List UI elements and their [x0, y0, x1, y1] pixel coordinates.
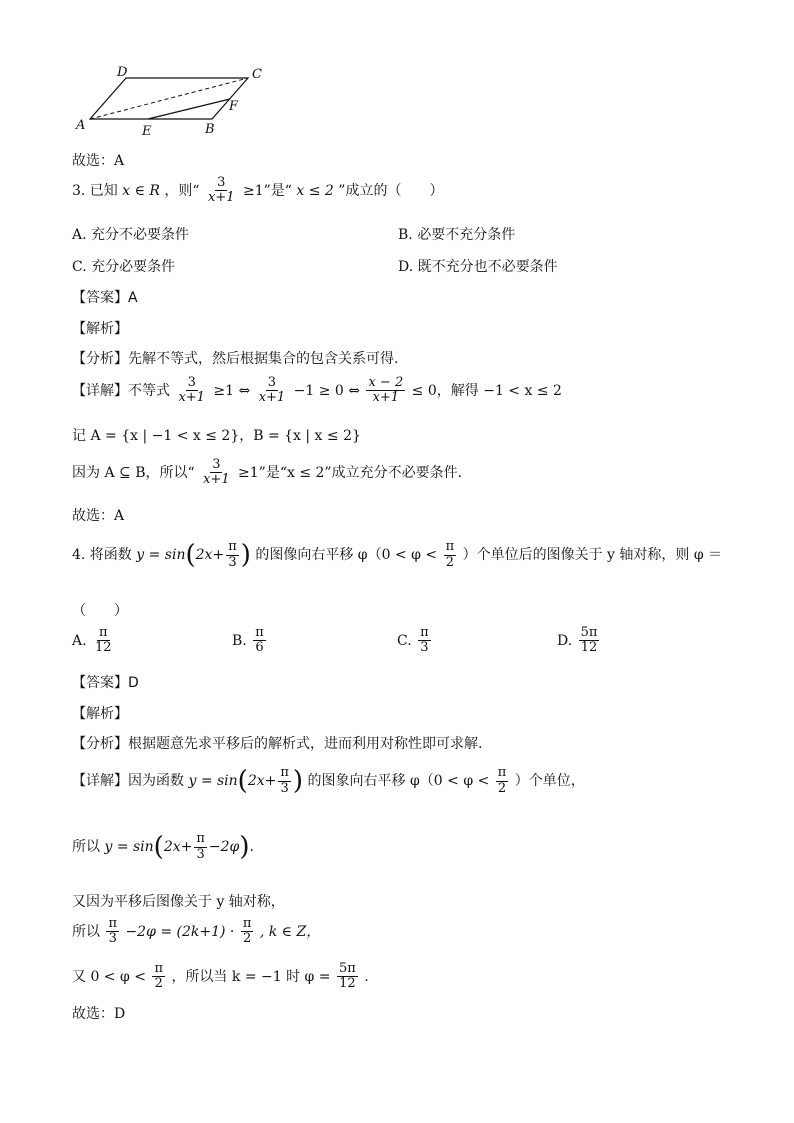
- q4-final-fraction-1: [152, 962, 165, 992]
- q4-so-end: .: [249, 839, 254, 855]
- fraction-numerator: π: [196, 831, 205, 847]
- q3-analysis-label: 【解析】: [72, 321, 128, 337]
- q3-because-suffix: ≥1”是“x ≤ 2”成立充分不必要条件.: [238, 464, 463, 481]
- fraction-numerator: 3: [212, 457, 221, 472]
- paren-left: (: [185, 540, 196, 570]
- q4-eq-suffix: , k ∈ Z，: [259, 923, 321, 940]
- fraction-denominator: 2: [242, 931, 252, 947]
- fraction-numerator: 3: [217, 175, 226, 190]
- q3-detail-part3: ≤ 0，解得 −1 < x ≤ 2: [411, 382, 562, 399]
- q4-option-b: [232, 626, 268, 656]
- fraction-denominator: 3: [108, 931, 117, 947]
- q4-detail-fraction: [496, 766, 509, 796]
- q4-stem-paren: （ ）: [72, 603, 128, 619]
- q3-detail-label: 【详解】不等式: [72, 382, 170, 399]
- q3-stem-then: ，则“: [164, 182, 200, 199]
- q3-fenxi: 【分析】先解不等式，然后根据集合的包含关系可得.: [72, 351, 399, 367]
- fraction-denominator: 3: [420, 640, 429, 656]
- fraction-numerator: π: [228, 539, 237, 555]
- fraction-numerator: 3: [187, 375, 196, 390]
- fraction-denominator: x+1: [203, 472, 230, 488]
- fraction-numerator: π: [497, 765, 507, 781]
- q3-because-fraction: [201, 458, 232, 488]
- option-fraction: [418, 626, 431, 656]
- q4-fenxi: 【分析】根据题意先求平移后的解析式，进而利用对称性即可求解.: [72, 736, 483, 752]
- label-b: B: [205, 122, 215, 137]
- paren-left: (: [237, 766, 248, 796]
- fraction-denominator: x+1: [258, 390, 286, 406]
- q4-so-fraction: [194, 832, 207, 862]
- q3-because: [72, 458, 462, 488]
- q3-detail-fraction-1: [176, 376, 207, 406]
- q4-detail: [72, 766, 585, 796]
- q4-sym-line: 又因为平移后图像关于 y 轴对称，: [72, 894, 285, 910]
- q4-detail-func: y = sin: [188, 773, 238, 789]
- paren-left: (: [153, 832, 164, 862]
- fraction-numerator: x − 2: [368, 375, 404, 390]
- fraction-denominator: 3: [280, 780, 289, 796]
- q4-detail-arg-fraction: [278, 766, 291, 796]
- q4-final-end: .: [364, 968, 369, 985]
- q3-option-b: B. 必要不充分条件: [398, 227, 516, 243]
- q4-so-arg-suffix: −2φ: [208, 839, 240, 855]
- q4-option-c: [397, 626, 433, 656]
- q4-detail-mid: 的图象向右平移 φ（0 < φ <: [307, 773, 490, 789]
- q4-so-arg-prefix: 2x+: [163, 839, 193, 855]
- fraction-denominator: 2: [445, 554, 454, 570]
- option-fraction: [93, 626, 114, 656]
- q3-choose: 故选：A: [72, 508, 125, 524]
- q4-stem-prefix: 4. 将函数: [72, 547, 132, 563]
- q4-stem-mid: 的图像向右平移 φ（0 < φ <: [255, 547, 438, 563]
- q4-option-d: [557, 626, 601, 656]
- diagonal-ac: [90, 78, 248, 119]
- q4-detail-arg-prefix: 2x+: [247, 773, 277, 789]
- q4-final-mid: ，所以当 k = −1 时 φ =: [171, 968, 331, 985]
- parallelogram-figure: [72, 62, 272, 142]
- q4-stem: [72, 540, 722, 570]
- q4-eq-fraction-1: [106, 917, 119, 947]
- fraction-numerator: 3: [267, 375, 277, 390]
- paren-right: ): [240, 540, 251, 570]
- q3-option-d: D. 既不充分也不必要条件: [398, 259, 558, 275]
- q3-option-c: C. 充分必要条件: [72, 259, 176, 275]
- option-label: A.: [72, 632, 87, 649]
- q3-detail: [72, 376, 562, 406]
- option-label: C.: [397, 632, 412, 649]
- option-label: B.: [232, 632, 247, 649]
- q3-stem-suffix: ”成立的（ ）: [338, 182, 444, 199]
- label-d: D: [117, 65, 128, 80]
- fraction-denominator: 12: [339, 976, 356, 992]
- q3-because-prefix: 因为 A ⊆ B，所以“: [72, 464, 195, 481]
- option-fraction: [253, 626, 266, 656]
- q3-detail-fraction-2: [257, 376, 288, 406]
- q4-so-prefix: 所以: [72, 839, 100, 855]
- fraction-numerator: π: [99, 625, 108, 640]
- label-a: A: [76, 118, 86, 133]
- q3-stem-x2: x ≤ 2: [296, 182, 334, 199]
- q3-stem-geq: ≥1”是“: [243, 182, 292, 199]
- option-label: D.: [557, 632, 573, 649]
- q4-option-a: [72, 626, 116, 656]
- fraction-numerator: π: [154, 961, 163, 976]
- q3-stem: [72, 176, 443, 206]
- label-e: E: [142, 124, 152, 139]
- fraction-denominator: 3: [196, 846, 205, 862]
- fraction-denominator: 2: [497, 780, 507, 796]
- q3-stem-cond: x ∈ R: [122, 182, 160, 199]
- fraction-numerator: π: [242, 916, 252, 931]
- q4-so-line: [72, 832, 254, 862]
- q2-choose: 故选：A: [72, 153, 125, 169]
- fraction-numerator: π: [420, 625, 429, 640]
- q4-answer: 【答案】D: [72, 675, 139, 691]
- q4-eq-prefix: 所以: [72, 923, 100, 940]
- fraction-numerator: 5π: [580, 625, 598, 640]
- q4-so-func: y = sin: [104, 839, 154, 855]
- q4-arg-prefix: 2x+: [195, 547, 225, 563]
- q4-func: y = sin: [136, 547, 186, 563]
- q3-option-a: A. 充分不必要条件: [72, 227, 190, 243]
- q4-stem-fraction: [444, 540, 457, 570]
- q4-eq-mid: −2φ = (2k+1) ·: [125, 923, 235, 940]
- paren-right: ): [292, 766, 304, 796]
- q3-detail-part2: −1 ≥ 0 ⇔: [293, 382, 360, 399]
- option-fraction: [579, 626, 600, 656]
- q3-detail-part1: ≥1 ⇔: [213, 382, 251, 399]
- fraction-denominator: x+1: [372, 390, 400, 406]
- q4-choose: 故选：D: [72, 1006, 126, 1022]
- q4-final-line: [72, 962, 369, 992]
- q3-stem-fraction: [206, 176, 237, 206]
- fraction-numerator: π: [280, 765, 289, 781]
- fraction-numerator: 5π: [338, 961, 356, 976]
- q4-eq-fraction-2: [241, 917, 254, 947]
- q4-detail-suffix: ）个单位，: [514, 773, 585, 789]
- fraction-numerator: π: [445, 539, 455, 555]
- fraction-numerator: π: [108, 916, 117, 931]
- q4-stem-suffix: ）个单位后的图像关于 y 轴对称，则 φ ＝: [462, 547, 723, 563]
- q4-detail-prefix: 【详解】因为函数: [72, 773, 184, 789]
- paren-right: ): [239, 832, 250, 862]
- fraction-denominator: x+1: [178, 390, 205, 406]
- q4-eq-line: [72, 917, 320, 947]
- fraction-denominator: 2: [154, 976, 163, 992]
- fraction-denominator: x+1: [208, 190, 235, 206]
- fraction-denominator: 12: [95, 640, 112, 656]
- fraction-denominator: 12: [580, 640, 598, 656]
- q4-final-prefix: 又 0 < φ <: [72, 968, 146, 985]
- q3-stem-prefix: 3. 已知: [72, 182, 118, 199]
- q3-answer: 【答案】A: [72, 290, 138, 306]
- q4-analysis-label: 【解析】: [72, 706, 128, 722]
- label-f: F: [229, 99, 239, 114]
- q3-sets-line: 记 A = {x | −1 < x ≤ 2}，B = {x | x ≤ 2}: [72, 428, 361, 444]
- q4-arg-fraction: [226, 540, 239, 570]
- segment-ef: [148, 99, 230, 119]
- fraction-denominator: 6: [255, 640, 264, 656]
- fraction-numerator: π: [255, 625, 264, 640]
- fraction-denominator: 3: [228, 554, 237, 570]
- q3-detail-fraction-3: [366, 376, 405, 406]
- q4-final-fraction-2: [337, 962, 358, 992]
- label-c: C: [252, 67, 262, 82]
